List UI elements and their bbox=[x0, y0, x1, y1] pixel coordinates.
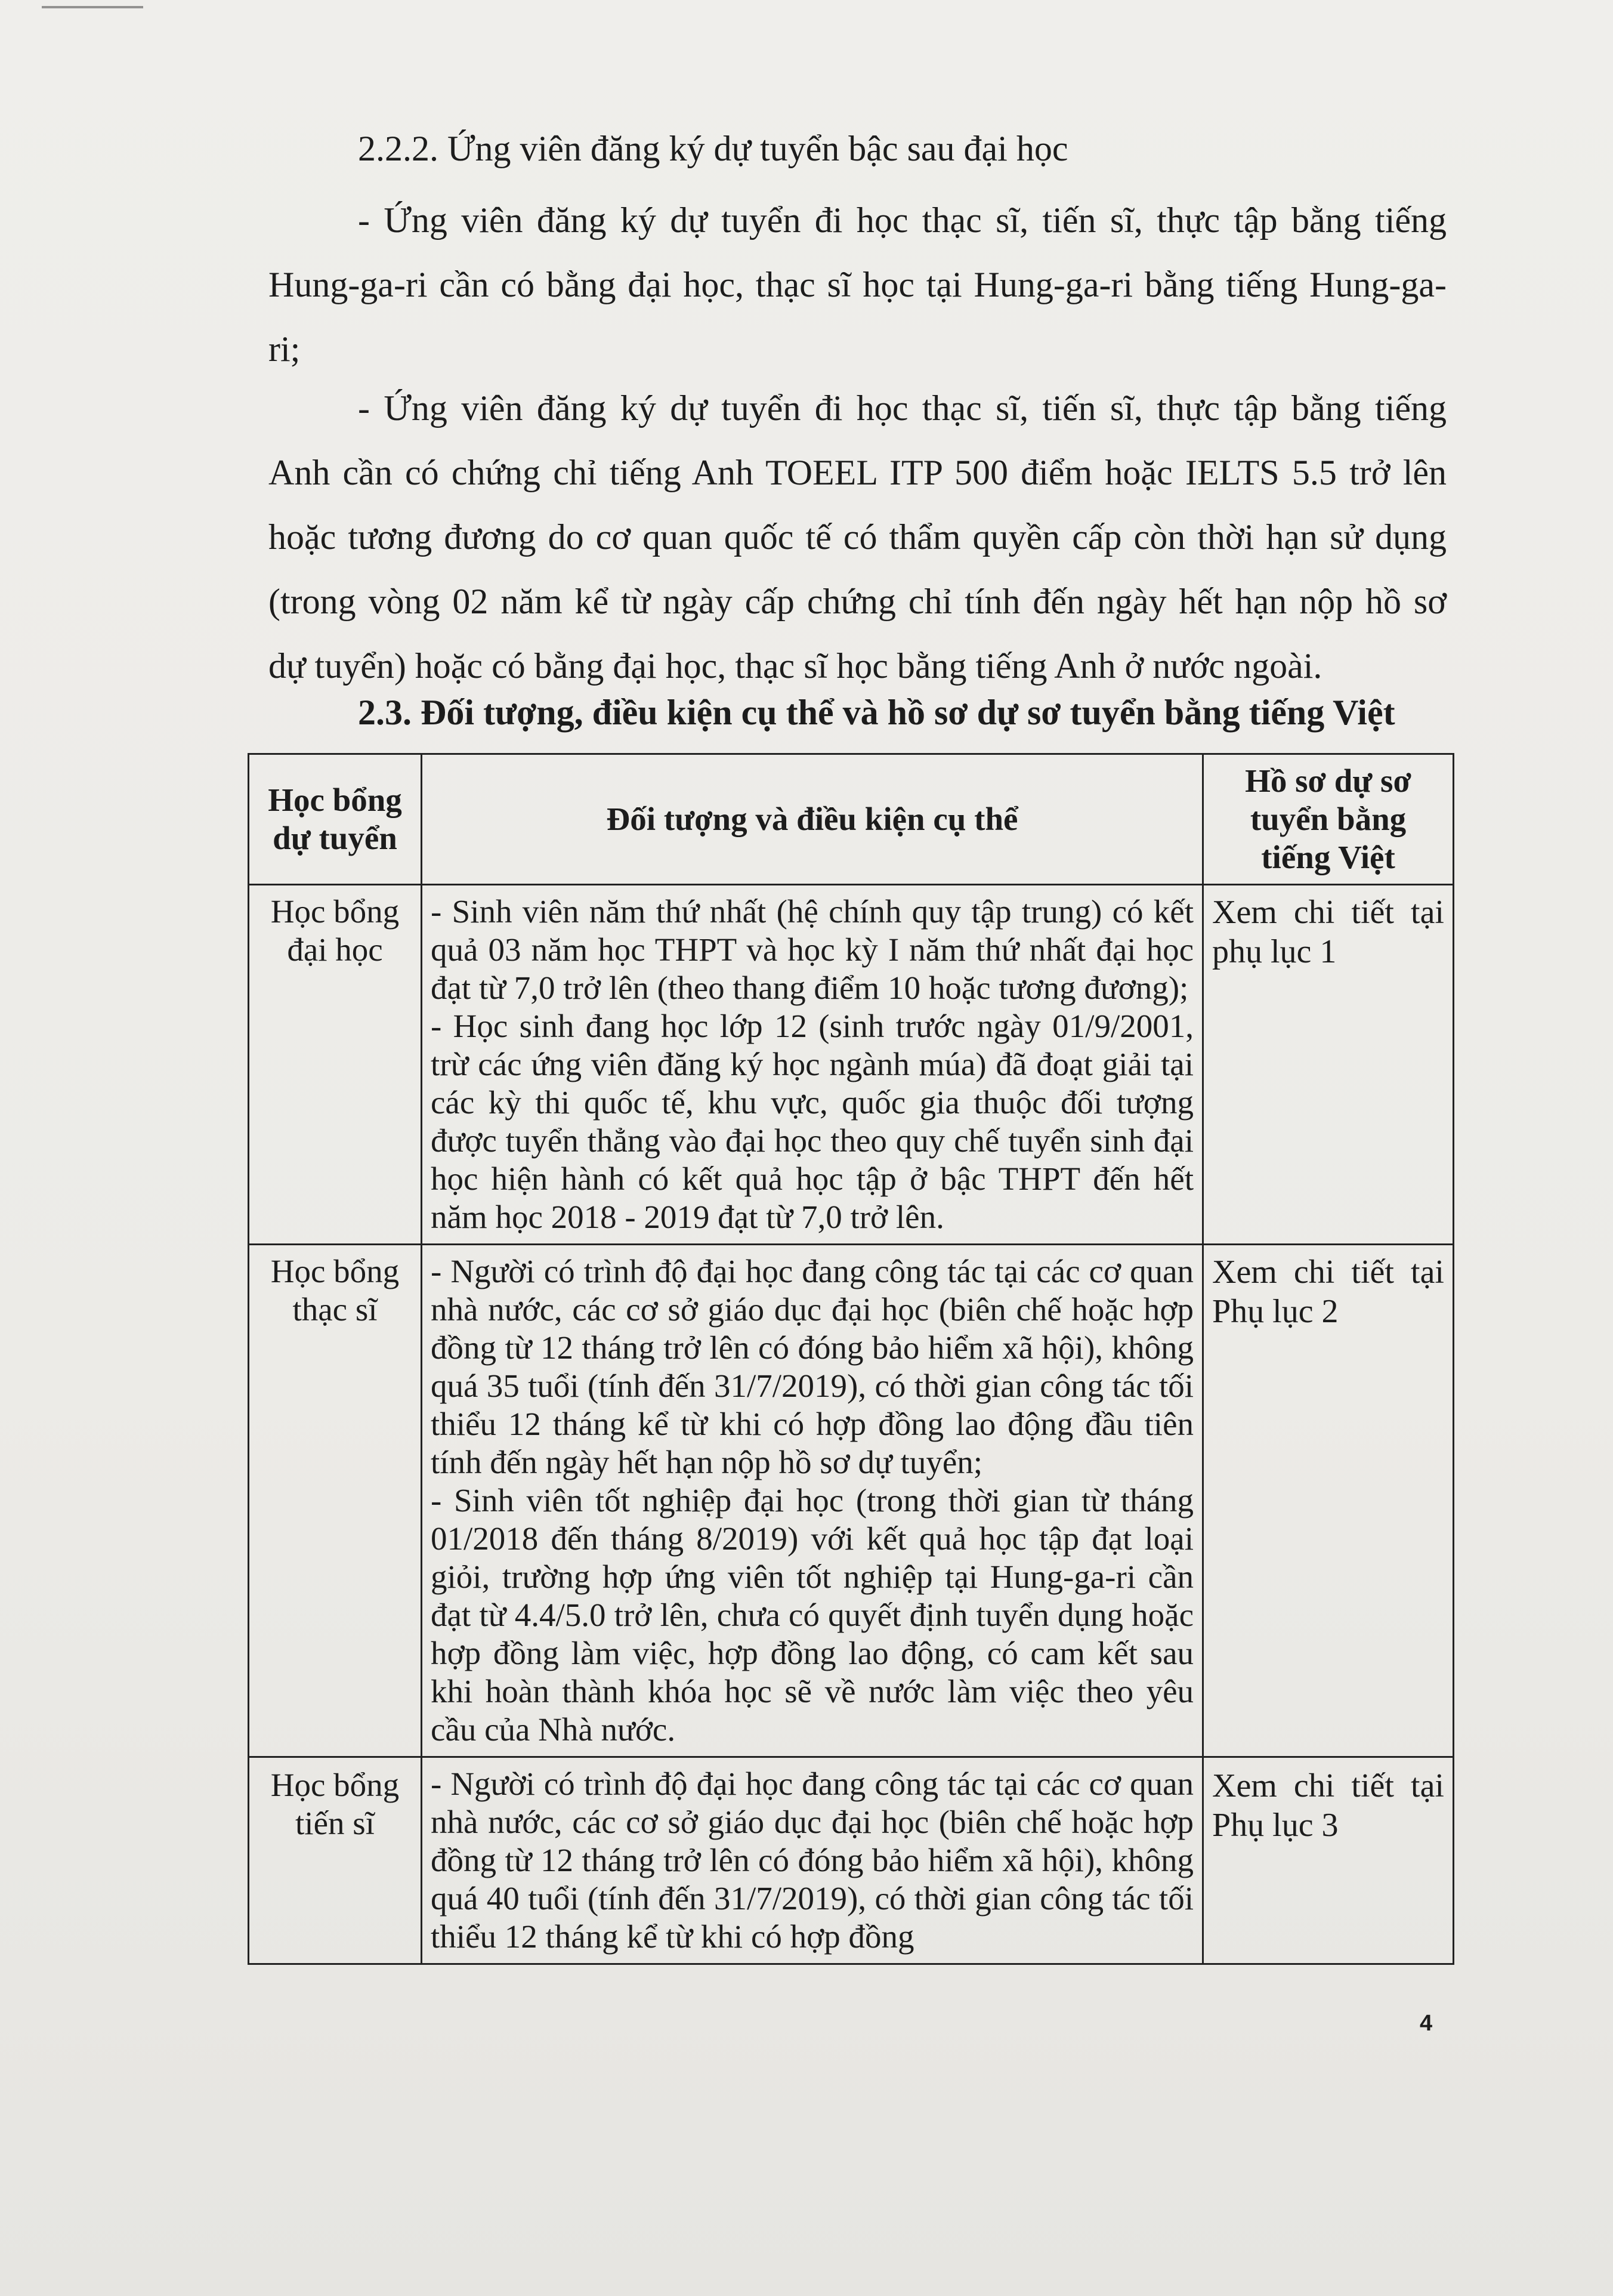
paragraph-line: - Ứng viên đăng ký dự tuyển đi học thạc sĩ, tiến sĩ, thực tập bằng tiếng bbox=[358, 388, 1447, 428]
header-profile: Hồ sơ dự sơ tuyển bằng tiếng Việt bbox=[1203, 754, 1454, 885]
table-row bbox=[249, 1245, 1454, 1757]
scholarship-type-cell: Học bổng đại học bbox=[249, 885, 422, 1245]
conditions-cell bbox=[422, 1757, 1203, 1964]
paragraph-line: - Ứng viên đăng ký dự tuyển đi học thạc sĩ, tiến sĩ, thực tập bằng tiếng bbox=[358, 200, 1447, 240]
header-conditions: Đối tượng và điều kiện cụ thể bbox=[422, 754, 1203, 885]
scholarship-table bbox=[248, 753, 1454, 1965]
table-header-row bbox=[249, 754, 1454, 885]
page-number: 4 bbox=[1420, 2011, 1433, 2036]
section-222-paragraph-2 bbox=[268, 376, 1447, 698]
paragraph-line: (trong vòng 02 năm kể từ ngày cấp chứng chỉ tính đến ngày hết hạn nộp hồ sơ bbox=[268, 582, 1447, 621]
condition-item: - Người có trình độ đại học đang công tác tại các cơ quan nhà nước, các cơ sở giáo dục đại học (biên chế hoặc hợp đồng từ 12 tháng trở lên có đóng bảo hiểm xã hội), không quá 35 tuổi (tính đến 31/7/2019), có thời gian công tác tối thiểu 12 tháng kể từ khi có hợp đồng lao động đầu tiên tính đến ngày hết hạn nộp hồ sơ dự tuyển; bbox=[431, 1253, 1194, 1480]
top-edge-mark bbox=[42, 6, 143, 8]
table-row bbox=[249, 885, 1454, 1245]
paragraph-line: hoặc tương đương do cơ quan quốc tế có thẩm quyền cấp còn thời hạn sử dụng bbox=[268, 517, 1447, 557]
scholarship-type-cell: Học bổng tiến sĩ bbox=[249, 1757, 422, 1964]
profile-cell: Xem chi tiết tại Phụ lục 3 bbox=[1203, 1757, 1454, 1964]
section-23-heading: 2.3. Đối tượng, điều kiện cụ thể và hồ sơ dự sơ tuyển bằng tiếng Việt bbox=[358, 693, 1395, 732]
conditions-cell bbox=[422, 1245, 1203, 1757]
paragraph-line: Anh cần có chứng chỉ tiếng Anh TOEEL ITP 500 điểm hoặc IELTS 5.5 trở lên bbox=[268, 453, 1447, 492]
profile-cell: Xem chi tiết tại Phụ lục 2 bbox=[1203, 1245, 1454, 1757]
header-scholarship-type: Học bổng dự tuyển bbox=[249, 754, 422, 885]
table-row bbox=[249, 1757, 1454, 1964]
section-222-heading: 2.2.2. Ứng viên đăng ký dự tuyển bậc sau đại học bbox=[358, 129, 1068, 168]
paragraph-line: Hung-ga-ri cần có bằng đại học, thạc sĩ học tại Hung-ga-ri bằng tiếng Hung-ga- bbox=[268, 265, 1447, 304]
paragraph-line: ri; bbox=[268, 329, 301, 369]
section-222-paragraph-1 bbox=[268, 188, 1447, 381]
scholarship-type-cell: Học bổng thạc sĩ bbox=[249, 1245, 422, 1757]
profile-cell: Xem chi tiết tại phụ lục 1 bbox=[1203, 885, 1454, 1245]
paragraph-line: dự tuyển) hoặc có bằng đại học, thạc sĩ học bằng tiếng Anh ở nước ngoài. bbox=[268, 646, 1322, 686]
condition-item: - Sinh viên năm thứ nhất (hệ chính quy tập trung) có kết quả 03 năm học THPT và học kỳ I năm thứ nhất đại học đạt từ 7,0 trở lên (theo thang điểm 10 hoặc tương đương); bbox=[431, 893, 1194, 1006]
conditions-cell bbox=[422, 885, 1203, 1245]
condition-item: - Sinh viên tốt nghiệp đại học (trong thời gian từ tháng 01/2018 đến tháng 8/2019) với kết quả học tập đạt loại giỏi, trường hợp ứng viên tốt nghiệp tại Hung-ga-ri cần đạt từ 4.4/5.0 trở lên, chưa có quyết định tuyển dụng hoặc hợp đồng làm việc, hợp đồng lao động, có cam kết sau khi hoàn thành khóa học sẽ về nước làm việc theo yêu cầu của Nhà nước. bbox=[431, 1482, 1194, 1748]
condition-item: - Người có trình độ đại học đang công tác tại các cơ quan nhà nước, các cơ sở giáo dục đại học (biên chế hoặc hợp đồng từ 12 tháng trở lên có đóng bảo hiểm xã hội), không quá 40 tuổi (tính đến 31/7/2019), có thời gian công tác tối thiểu 12 tháng kể từ khi có hợp đồng bbox=[431, 1766, 1194, 1955]
condition-item: - Học sinh đang học lớp 12 (sinh trước ngày 01/9/2001, trừ các ứng viên đăng ký học ngành múa) đã đoạt giải tại các kỳ thi quốc tế, khu vực, quốc gia thuộc đối tượng được tuyển thẳng vào đại học theo quy chế tuyển sinh đại học hiện hành có kết quả học tập ở bậc THPT đến hết năm học 2018 - 2019 đạt từ 7,0 trở lên. bbox=[431, 1008, 1194, 1235]
